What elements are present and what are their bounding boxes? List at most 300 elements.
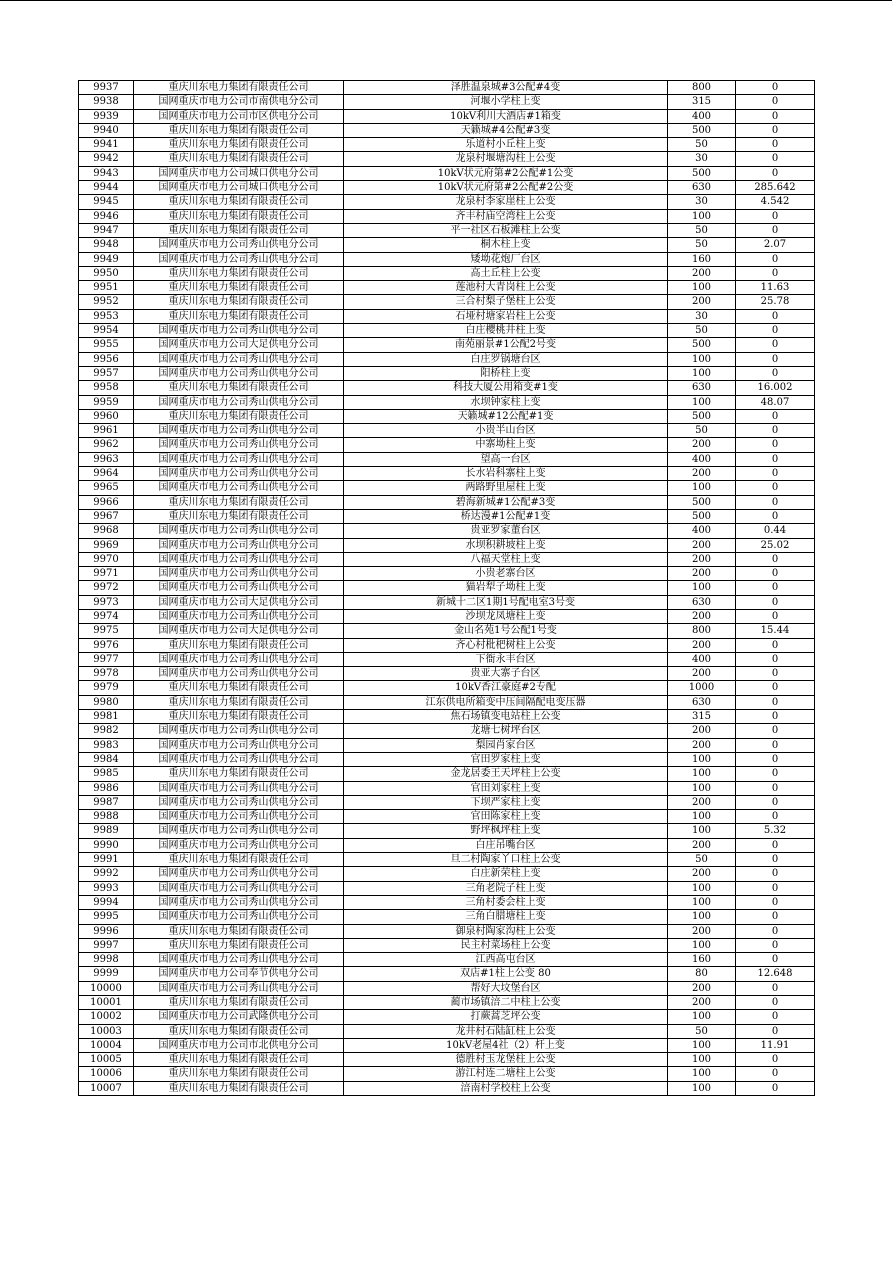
transformer-name-cell: 三角村委会柱上变 — [344, 895, 668, 909]
company-cell: 重庆川东电力集团有限责任公司 — [134, 266, 344, 280]
capacity-cell: 800 — [668, 624, 736, 638]
row-number-cell: 9994 — [79, 895, 134, 909]
company-cell: 重庆川东电力集团有限责任公司 — [134, 195, 344, 209]
table-row — [79, 1024, 815, 1038]
row-number-cell: 9963 — [79, 452, 134, 466]
transformer-name-cell: 两路野里屋柱上变 — [344, 481, 668, 495]
company-cell: 重庆川东电力集团有限责任公司 — [134, 853, 344, 867]
transformer-name-cell: 中寨坳柱上变 — [344, 438, 668, 452]
table-row — [79, 767, 815, 781]
company-cell: 国网重庆市电力公司秀山供电分公司 — [134, 953, 344, 967]
capacity-cell: 500 — [668, 495, 736, 509]
company-cell: 国网重庆市电力公司秀山供电分公司 — [134, 895, 344, 909]
transformer-name-cell: 桐木柱上变 — [344, 238, 668, 252]
capacity-cell: 200 — [668, 738, 736, 752]
table-row — [79, 395, 815, 409]
row-number-cell: 10001 — [79, 996, 134, 1010]
company-cell: 国网重庆市电力公司市北供电分公司 — [134, 1038, 344, 1052]
company-cell: 重庆川东电力集团有限责任公司 — [134, 924, 344, 938]
transformer-name-cell: 龙井村石陆缸柱上公变 — [344, 1024, 668, 1038]
capacity-cell: 200 — [668, 867, 736, 881]
company-cell: 国网重庆市电力公司秀山供电分公司 — [134, 452, 344, 466]
capacity-cell: 200 — [668, 567, 736, 581]
row-number-cell: 9942 — [79, 152, 134, 166]
company-cell: 重庆川东电力集团有限责任公司 — [134, 1067, 344, 1081]
table-row — [79, 681, 815, 695]
company-cell: 国网重庆市电力公司秀山供电分公司 — [134, 810, 344, 824]
row-number-cell: 9959 — [79, 395, 134, 409]
table-body — [79, 81, 815, 1096]
row-number-cell: 9999 — [79, 967, 134, 981]
row-number-cell: 9955 — [79, 338, 134, 352]
capacity-cell: 200 — [668, 552, 736, 566]
company-cell: 国网重庆市电力公司秀山供电分公司 — [134, 324, 344, 338]
value-cell: 0.44 — [736, 524, 815, 538]
transformer-name-cell: 下衙永丰台区 — [344, 652, 668, 666]
capacity-cell: 500 — [668, 166, 736, 180]
company-cell: 国网重庆市电力公司秀山供电分公司 — [134, 752, 344, 766]
capacity-cell: 100 — [668, 366, 736, 380]
capacity-cell: 500 — [668, 338, 736, 352]
row-number-cell: 9974 — [79, 609, 134, 623]
company-cell: 重庆川东电力集团有限责任公司 — [134, 309, 344, 323]
row-number-cell: 10005 — [79, 1053, 134, 1067]
capacity-cell: 200 — [668, 266, 736, 280]
company-cell: 重庆川东电力集团有限责任公司 — [134, 996, 344, 1010]
value-cell: 0 — [736, 752, 815, 766]
row-number-cell: 9964 — [79, 467, 134, 481]
row-number-cell: 9969 — [79, 538, 134, 552]
table-row — [79, 853, 815, 867]
table-row — [79, 524, 815, 538]
value-cell: 0 — [736, 738, 815, 752]
company-cell: 重庆川东电力集团有限责任公司 — [134, 295, 344, 309]
transformer-name-cell: 天籁城#12公配#1变 — [344, 409, 668, 423]
row-number-cell: 10000 — [79, 981, 134, 995]
table-row — [79, 181, 815, 195]
transformer-name-cell: 白庄吊嘴台区 — [344, 838, 668, 852]
transformer-name-cell: 打蕨蒿芝坪公变 — [344, 1010, 668, 1024]
row-number-cell: 9997 — [79, 938, 134, 952]
capacity-cell: 50 — [668, 424, 736, 438]
table-row — [79, 567, 815, 581]
value-cell: 0 — [736, 795, 815, 809]
company-cell: 国网重庆市电力公司奉节供电分公司 — [134, 967, 344, 981]
row-number-cell: 9989 — [79, 824, 134, 838]
capacity-cell: 315 — [668, 710, 736, 724]
value-cell: 0 — [736, 266, 815, 280]
capacity-cell: 50 — [668, 223, 736, 237]
row-number-cell: 9937 — [79, 81, 134, 95]
row-number-cell: 9950 — [79, 266, 134, 280]
row-number-cell: 9958 — [79, 381, 134, 395]
company-cell: 重庆川东电力集团有限责任公司 — [134, 638, 344, 652]
transformer-name-cell: 矮坳花炮厂台区 — [344, 252, 668, 266]
data-table — [78, 80, 815, 1096]
transformer-name-cell: 南苑丽景#1公配2号变 — [344, 338, 668, 352]
transformer-name-cell: 蔺市场镇涪二中柱上公变 — [344, 996, 668, 1010]
table-row — [79, 467, 815, 481]
transformer-name-cell: 阳桥柱上变 — [344, 366, 668, 380]
transformer-name-cell: 三角老院子柱上变 — [344, 881, 668, 895]
capacity-cell: 200 — [668, 609, 736, 623]
row-number-cell: 9982 — [79, 724, 134, 738]
capacity-cell: 100 — [668, 209, 736, 223]
capacity-cell: 200 — [668, 667, 736, 681]
capacity-cell: 160 — [668, 953, 736, 967]
capacity-cell: 500 — [668, 409, 736, 423]
value-cell: 0 — [736, 767, 815, 781]
company-cell: 国网重庆市电力公司大足供电分公司 — [134, 595, 344, 609]
capacity-cell: 50 — [668, 1024, 736, 1038]
company-cell: 国网重庆市电力公司市南供电分公司 — [134, 95, 344, 109]
transformer-name-cell: 龙泉村堰塘沟柱上公变 — [344, 152, 668, 166]
value-cell: 0 — [736, 810, 815, 824]
row-number-cell: 9975 — [79, 624, 134, 638]
company-cell: 国网重庆市电力公司大足供电分公司 — [134, 338, 344, 352]
capacity-cell: 50 — [668, 853, 736, 867]
value-cell: 0 — [736, 152, 815, 166]
value-cell: 0 — [736, 724, 815, 738]
transformer-name-cell: 白庄樱桃井柱上变 — [344, 324, 668, 338]
capacity-cell: 200 — [668, 996, 736, 1010]
row-number-cell: 9967 — [79, 509, 134, 523]
capacity-cell: 100 — [668, 1081, 736, 1095]
transformer-name-cell: 小贵半山台区 — [344, 424, 668, 438]
capacity-cell: 100 — [668, 781, 736, 795]
capacity-cell: 500 — [668, 123, 736, 137]
table-row — [79, 424, 815, 438]
value-cell: 0 — [736, 223, 815, 237]
company-cell: 国网重庆市电力公司秀山供电分公司 — [134, 524, 344, 538]
capacity-cell: 200 — [668, 838, 736, 852]
value-cell: 0 — [736, 352, 815, 366]
capacity-cell: 100 — [668, 910, 736, 924]
row-number-cell: 9993 — [79, 881, 134, 895]
table-row — [79, 495, 815, 509]
table-row — [79, 581, 815, 595]
value-cell: 0 — [736, 781, 815, 795]
company-cell: 国网重庆市电力公司秀山供电分公司 — [134, 910, 344, 924]
table-row — [79, 381, 815, 395]
value-cell: 0 — [736, 1081, 815, 1095]
capacity-cell: 400 — [668, 652, 736, 666]
table-row — [79, 910, 815, 924]
table-row — [79, 238, 815, 252]
capacity-cell: 100 — [668, 281, 736, 295]
table-row — [79, 338, 815, 352]
row-number-cell: 9947 — [79, 223, 134, 237]
value-cell: 0 — [736, 138, 815, 152]
value-cell: 0 — [736, 409, 815, 423]
transformer-name-cell: 河堰小学柱上变 — [344, 95, 668, 109]
transformer-name-cell: 八福天堂柱上变 — [344, 552, 668, 566]
row-number-cell: 9960 — [79, 409, 134, 423]
row-number-cell: 10006 — [79, 1067, 134, 1081]
capacity-cell: 630 — [668, 181, 736, 195]
table-row — [79, 409, 815, 423]
table-row — [79, 781, 815, 795]
table-row — [79, 123, 815, 137]
transformer-name-cell: 天籁城#4公配#3变 — [344, 123, 668, 137]
value-cell: 0 — [736, 853, 815, 867]
capacity-cell: 400 — [668, 109, 736, 123]
row-number-cell: 10003 — [79, 1024, 134, 1038]
table-row — [79, 795, 815, 809]
transformer-name-cell: 白庄新荣柱上变 — [344, 867, 668, 881]
company-cell: 重庆川东电力集团有限责任公司 — [134, 381, 344, 395]
row-number-cell: 9940 — [79, 123, 134, 137]
transformer-name-cell: 泽胜温泉城#3公配#4变 — [344, 81, 668, 95]
capacity-cell: 200 — [668, 538, 736, 552]
row-number-cell: 9945 — [79, 195, 134, 209]
company-cell: 国网重庆市电力公司大足供电分公司 — [134, 624, 344, 638]
capacity-cell: 200 — [668, 724, 736, 738]
value-cell: 0 — [736, 996, 815, 1010]
row-number-cell: 9966 — [79, 495, 134, 509]
value-cell: 11.63 — [736, 281, 815, 295]
capacity-cell: 200 — [668, 295, 736, 309]
transformer-name-cell: 梨园肖家台区 — [344, 738, 668, 752]
transformer-name-cell: 官田陈家柱上变 — [344, 810, 668, 824]
value-cell: 0 — [736, 1067, 815, 1081]
value-cell: 0 — [736, 452, 815, 466]
company-cell: 国网重庆市电力公司城口供电分公司 — [134, 181, 344, 195]
value-cell: 5.32 — [736, 824, 815, 838]
row-number-cell: 9949 — [79, 252, 134, 266]
transformer-name-cell: 小贵老寨台区 — [344, 567, 668, 581]
table-row — [79, 109, 815, 123]
transformer-name-cell: 涪南村学校柱上公变 — [344, 1081, 668, 1095]
company-cell: 重庆川东电力集团有限责任公司 — [134, 223, 344, 237]
company-cell: 国网重庆市电力公司秀山供电分公司 — [134, 352, 344, 366]
row-number-cell: 9990 — [79, 838, 134, 852]
value-cell: 16.002 — [736, 381, 815, 395]
row-number-cell: 9977 — [79, 652, 134, 666]
capacity-cell: 50 — [668, 138, 736, 152]
capacity-cell: 100 — [668, 1053, 736, 1067]
company-cell: 国网重庆市电力公司秀山供电分公司 — [134, 395, 344, 409]
value-cell: 0 — [736, 438, 815, 452]
row-number-cell: 9996 — [79, 924, 134, 938]
table-row — [79, 438, 815, 452]
company-cell: 重庆川东电力集团有限责任公司 — [134, 1081, 344, 1095]
transformer-name-cell: 贵亚大寨子台区 — [344, 667, 668, 681]
row-number-cell: 9957 — [79, 366, 134, 380]
row-number-cell: 9987 — [79, 795, 134, 809]
table-row — [79, 967, 815, 981]
row-number-cell: 9948 — [79, 238, 134, 252]
value-cell: 0 — [736, 309, 815, 323]
value-cell: 0 — [736, 1053, 815, 1067]
row-number-cell: 9979 — [79, 681, 134, 695]
capacity-cell: 100 — [668, 824, 736, 838]
row-number-cell: 9956 — [79, 352, 134, 366]
table-row — [79, 366, 815, 380]
company-cell: 重庆川东电力集团有限责任公司 — [134, 409, 344, 423]
transformer-name-cell: 莲池村大青岗柱上公变 — [344, 281, 668, 295]
capacity-cell: 30 — [668, 195, 736, 209]
transformer-name-cell: 双店#1柱上公变 80 — [344, 967, 668, 981]
value-cell: 0 — [736, 1010, 815, 1024]
value-cell: 0 — [736, 710, 815, 724]
transformer-name-cell: 长水岩科寨柱上变 — [344, 467, 668, 481]
value-cell: 0 — [736, 938, 815, 952]
capacity-cell: 80 — [668, 967, 736, 981]
value-cell: 0 — [736, 209, 815, 223]
table-row — [79, 81, 815, 95]
capacity-cell: 100 — [668, 1038, 736, 1052]
row-number-cell: 10004 — [79, 1038, 134, 1052]
row-number-cell: 9941 — [79, 138, 134, 152]
company-cell: 国网重庆市电力公司秀山供电分公司 — [134, 467, 344, 481]
company-cell: 重庆川东电力集团有限责任公司 — [134, 681, 344, 695]
value-cell: 0 — [736, 910, 815, 924]
table-row — [79, 810, 815, 824]
row-number-cell: 10007 — [79, 1081, 134, 1095]
company-cell: 国网重庆市电力公司秀山供电分公司 — [134, 538, 344, 552]
capacity-cell: 800 — [668, 81, 736, 95]
capacity-cell: 400 — [668, 524, 736, 538]
transformer-name-cell: 焦石场镇变电站柱上公变 — [344, 710, 668, 724]
transformer-name-cell: 旦二村陶家丫口柱上公变 — [344, 853, 668, 867]
capacity-cell: 100 — [668, 752, 736, 766]
transformer-name-cell: 石垭村塘家岩柱上公变 — [344, 309, 668, 323]
company-cell: 国网重庆市电力公司秀山供电分公司 — [134, 438, 344, 452]
company-cell: 国网重庆市电力公司秀山供电分公司 — [134, 567, 344, 581]
value-cell: 0 — [736, 881, 815, 895]
capacity-cell: 100 — [668, 581, 736, 595]
row-number-cell: 9952 — [79, 295, 134, 309]
capacity-cell: 100 — [668, 938, 736, 952]
company-cell: 重庆川东电力集团有限责任公司 — [134, 281, 344, 295]
row-number-cell: 9984 — [79, 752, 134, 766]
transformer-name-cell: 官田刘家柱上变 — [344, 781, 668, 795]
company-cell: 国网重庆市电力公司秀山供电分公司 — [134, 552, 344, 566]
table-row — [79, 309, 815, 323]
company-cell: 国网重庆市电力公司秀山供电分公司 — [134, 652, 344, 666]
capacity-cell: 100 — [668, 810, 736, 824]
row-number-cell: 9986 — [79, 781, 134, 795]
table-row — [79, 95, 815, 109]
table-row — [79, 595, 815, 609]
value-cell: 11.91 — [736, 1038, 815, 1052]
company-cell: 国网重庆市电力公司秀山供电分公司 — [134, 609, 344, 623]
transformer-name-cell: 桥达漫#1公配#1变 — [344, 509, 668, 523]
row-number-cell: 9981 — [79, 710, 134, 724]
value-cell: 0 — [736, 81, 815, 95]
row-number-cell: 9983 — [79, 738, 134, 752]
transformer-name-cell: 新城十二区1期1号配电室3号变 — [344, 595, 668, 609]
company-cell: 国网重庆市电力公司秀山供电分公司 — [134, 724, 344, 738]
table-row — [79, 195, 815, 209]
value-cell: 0 — [736, 638, 815, 652]
company-cell: 重庆川东电力集团有限责任公司 — [134, 1053, 344, 1067]
value-cell: 0 — [736, 324, 815, 338]
capacity-cell: 100 — [668, 395, 736, 409]
row-number-cell: 9991 — [79, 853, 134, 867]
row-number-cell: 9972 — [79, 581, 134, 595]
table-row — [79, 1053, 815, 1067]
company-cell: 国网重庆市电力公司秀山供电分公司 — [134, 667, 344, 681]
value-cell: 0 — [736, 424, 815, 438]
capacity-cell: 200 — [668, 981, 736, 995]
capacity-cell: 630 — [668, 695, 736, 709]
table-row — [79, 324, 815, 338]
row-number-cell: 9976 — [79, 638, 134, 652]
value-cell: 12.648 — [736, 967, 815, 981]
row-number-cell: 9965 — [79, 481, 134, 495]
capacity-cell: 630 — [668, 381, 736, 395]
company-cell: 重庆川东电力集团有限责任公司 — [134, 695, 344, 709]
value-cell: 0 — [736, 867, 815, 881]
company-cell: 国网重庆市电力公司秀山供电分公司 — [134, 481, 344, 495]
transformer-name-cell: 望高一台区 — [344, 452, 668, 466]
transformer-name-cell: 齐丰村庙空湾柱上公变 — [344, 209, 668, 223]
row-number-cell: 9971 — [79, 567, 134, 581]
company-cell: 重庆川东电力集团有限责任公司 — [134, 1024, 344, 1038]
table-row — [79, 667, 815, 681]
company-cell: 国网重庆市电力公司秀山供电分公司 — [134, 424, 344, 438]
transformer-name-cell: 金龙居委王天坪柱上公变 — [344, 767, 668, 781]
company-cell: 国网重庆市电力公司秀山供电分公司 — [134, 824, 344, 838]
row-number-cell: 9970 — [79, 552, 134, 566]
value-cell: 0 — [736, 695, 815, 709]
transformer-name-cell: 10kV状元府第#2公配#2公变 — [344, 181, 668, 195]
company-cell: 国网重庆市电力公司秀山供电分公司 — [134, 795, 344, 809]
value-cell: 0 — [736, 981, 815, 995]
table-row — [79, 166, 815, 180]
capacity-cell: 200 — [668, 924, 736, 938]
table-row — [79, 266, 815, 280]
row-number-cell: 9961 — [79, 424, 134, 438]
transformer-name-cell: 江西高屯台区 — [344, 953, 668, 967]
company-cell: 重庆川东电力集团有限责任公司 — [134, 767, 344, 781]
transformer-name-cell: 三合村梨子堡柱上公变 — [344, 295, 668, 309]
row-number-cell: 9992 — [79, 867, 134, 881]
table-row — [79, 953, 815, 967]
table-row — [79, 252, 815, 266]
value-cell: 0 — [736, 481, 815, 495]
transformer-name-cell: 齐心村枇杷树柱上公变 — [344, 638, 668, 652]
table-row — [79, 552, 815, 566]
capacity-cell: 200 — [668, 638, 736, 652]
transformer-name-cell: 白庄罗锅塘台区 — [344, 352, 668, 366]
table-row — [79, 695, 815, 709]
value-cell: 285.642 — [736, 181, 815, 195]
company-cell: 国网重庆市电力公司武隆供电分公司 — [134, 1010, 344, 1024]
table-row — [79, 509, 815, 523]
company-cell: 国网重庆市电力公司秀山供电分公司 — [134, 981, 344, 995]
transformer-name-cell: 御泉村陶家沟柱上公变 — [344, 924, 668, 938]
company-cell: 国网重庆市电力公司市区供电分公司 — [134, 109, 344, 123]
table-row — [79, 452, 815, 466]
company-cell: 国网重庆市电力公司城口供电分公司 — [134, 166, 344, 180]
row-number-cell: 9980 — [79, 695, 134, 709]
company-cell: 重庆川东电力集团有限责任公司 — [134, 123, 344, 137]
value-cell: 0 — [736, 595, 815, 609]
value-cell: 0 — [736, 495, 815, 509]
table-row — [79, 881, 815, 895]
transformer-name-cell: 碧海新城#1公配#3变 — [344, 495, 668, 509]
table-row — [79, 481, 815, 495]
transformer-name-cell: 10kV老屋4社（2）杆上变 — [344, 1038, 668, 1052]
value-cell: 0 — [736, 338, 815, 352]
value-cell: 0 — [736, 123, 815, 137]
transformer-name-cell: 游江村连二塘柱上公变 — [344, 1067, 668, 1081]
value-cell: 0 — [736, 552, 815, 566]
transformer-name-cell: 高土丘柱上公变 — [344, 266, 668, 280]
